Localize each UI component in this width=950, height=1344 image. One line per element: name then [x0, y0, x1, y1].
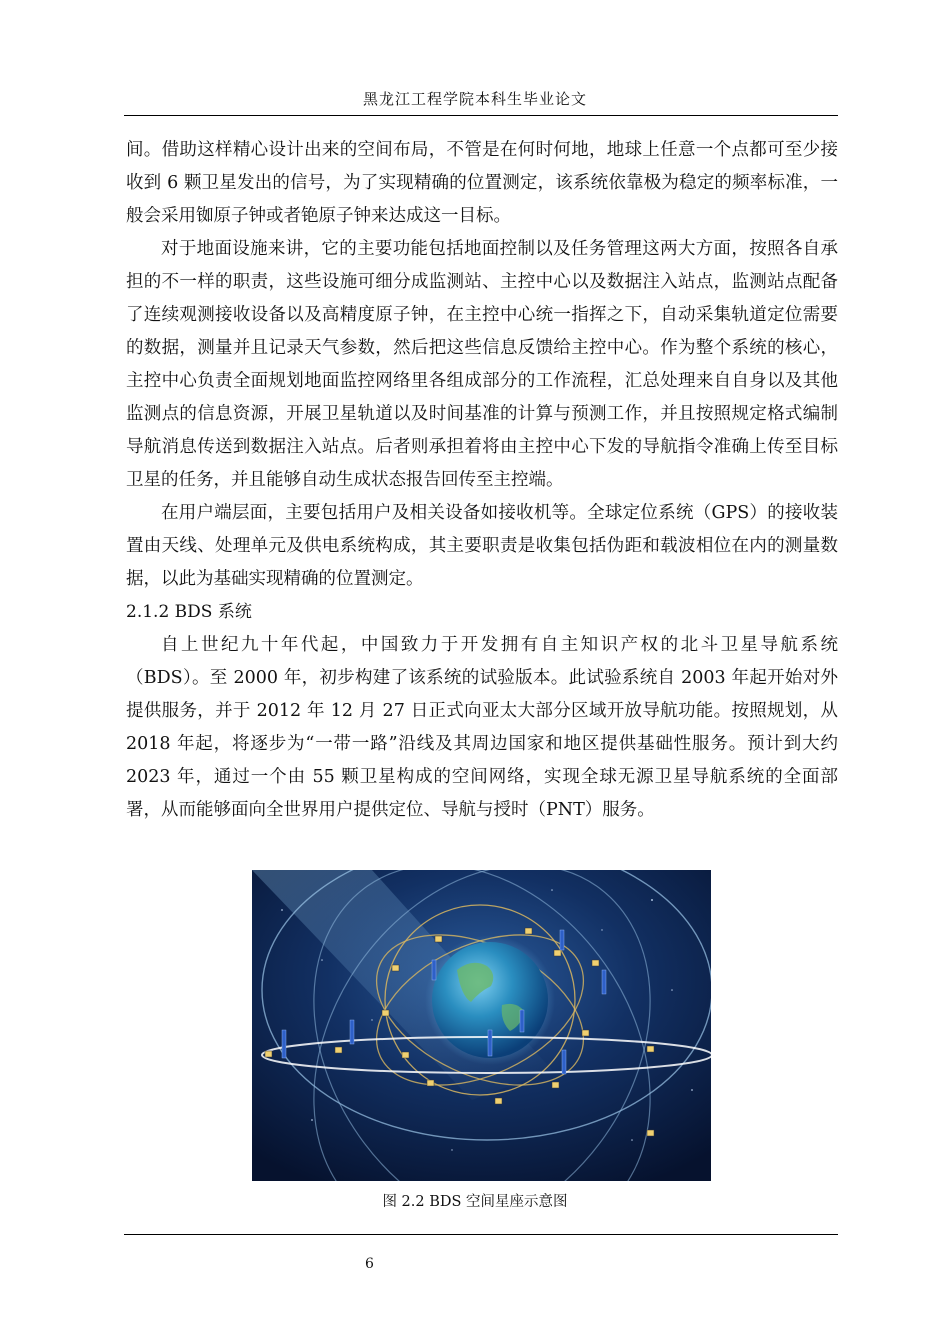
constellation-illustration	[252, 870, 711, 1181]
figure-caption: 图 2.2 BDS 空间星座示意图	[382, 1194, 568, 1210]
paragraph-continued: 间。借助这样精心设计出来的空间布局，不管是在何时何地，地球上任意一个点都可至少接收到 6 颗卫星发出的信号，为了实现精确的位置测定，该系统依靠极为稳定的频率标准，一般会采用铷原子钟或者铯原子钟来达成这一目标。	[126, 140, 838, 226]
paragraph-bds: 自上世纪九十年代起，中国致力于开发拥有自主知识产权的北斗卫星导航系统（BDS）。至 2000 年，初步构建了该系统的试验版本。此试验系统自 2003 年起开始对外提供服务，并于 2012 年 12 月 27 日正式向亚太大部分区域开放导航功能。按照规划，从 2018 年起，将逐步为“一带一路”沿线及其周边国家和地区提供基础性服务。预计到大约 2023 年，通过一个由 55 颗卫星构成的空间网络，实现全球无源卫星导航系统的全面部署，从而能够面向全世界用户提供定位、导航与授时（PNT）服务。	[126, 635, 838, 820]
header-divider	[124, 115, 838, 116]
paragraph-ground-segment: 对于地面设施来讲，它的主要功能包括地面控制以及任务管理这两大方面，按照各自承担的不一样的职责，这些设施可细分成监测站、主控中心以及数据注入站点，监测站点配备了连续观测接收设备以及高精度原子钟，在主控中心统一指挥之下，自动采集轨道定位需要的数据，测量并且记录天气参数，然后把这些信息反馈给主控中心。作为整个系统的核心，主控中心负责全面规划地面监控网络里各组成部分的工作流程，汇总处理来自自身以及其他监测点的信息资源，开展卫星轨道以及时间基准的计算与预测工作，并且按照规定格式编制导航消息传送到数据注入站点。后者则承担着将由主控中心下发的导航指令准确上传至目标卫星的任务，并且能够自动生成状态报告回传至主控端。	[126, 239, 838, 490]
thesis-body	[126, 134, 838, 827]
footer-divider	[124, 1234, 838, 1235]
running-header: 黑龙江工程学院本科生毕业论文	[362, 90, 587, 108]
paragraph-user-segment: 在用户端层面，主要包括用户及相关设备如接收机等。全球定位系统（GPS）的接收装置由天线、处理单元及供电系统构成，其主要职责是收集包括伪距和载波相位在内的测量数据，以此为基础实现精确的位置测定。	[126, 503, 838, 589]
bds-constellation-figure	[252, 870, 711, 1181]
page-number: 6	[365, 1256, 374, 1272]
section-heading: 2.1.2 BDS 系统	[126, 602, 252, 622]
